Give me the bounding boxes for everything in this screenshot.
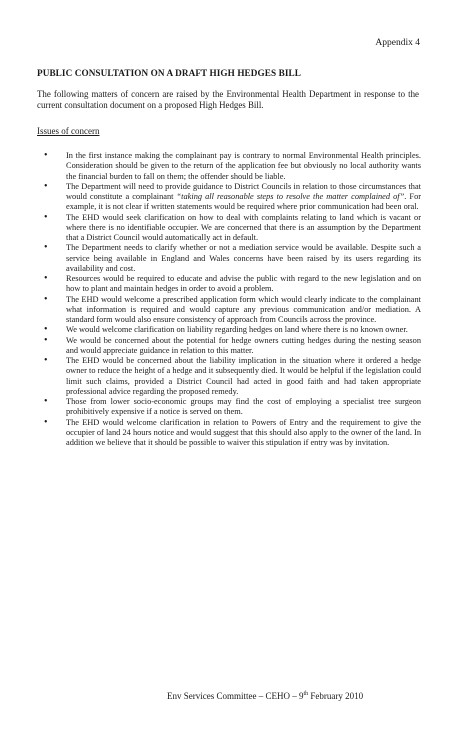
bullet-icon: • (44, 334, 48, 346)
list-item (37, 336, 421, 357)
appendix-label: Appendix 4 (375, 38, 420, 48)
list-item-text: The EHD would be concerned about the liability implication in the situation where it ordered a hedge owner to reduce the height of a hedge and it subsequently died. It would be helpful if the legislation could limit such claims, provided a District Council had acted in good faith and had taken appropriate professional advice regarding the proposed remedy. (66, 356, 421, 396)
footer-ordinal: th (303, 691, 309, 697)
footer-date-suffix: February 2010 (308, 691, 364, 701)
list-item (37, 397, 421, 418)
document-title: PUBLIC CONSULTATION ON A DRAFT HIGH HEDGES BILL (37, 68, 301, 78)
list-item-text: We would welcome clarification on liability regarding hedges on land where there is no known owner. (66, 325, 408, 335)
list-item (37, 418, 421, 449)
bullet-icon: • (44, 416, 48, 428)
list-item-text: The EHD would welcome clarification in relation to Powers of Entry and the requirement to give the occupier of land 24 hours notice and would suggest that this should also apply to the owner of the land. In addition we believe that it should be possible to waiver this stipulation if entry was by invitation. (66, 417, 421, 447)
list-item-text: The EHD would welcome a prescribed application form which would clearly indicate to the complainant what information is required and would capture any previous communication and/or mediation. A standard form would also ensure consistency of approach from Councils across the province. (66, 294, 421, 324)
list-item (37, 243, 421, 274)
list-item-text: Those from lower socio-economic groups may find the cost of employing a specialist tree surgeon prohibitively expensive if a notice is served on them. (66, 397, 421, 417)
bullet-icon: • (44, 180, 48, 192)
list-item (37, 325, 421, 335)
concerns-list (37, 151, 421, 448)
list-item-text: In the first instance making the complainant pay is contrary to normal Environmental Health principles. Consideration should be given to the return of the application fee but obviously no local authority wants the financial burden to fall on them; the offender should be liable. (66, 151, 421, 181)
list-item (37, 274, 421, 295)
bullet-icon: • (44, 396, 48, 407)
list-item (37, 295, 421, 326)
intro-paragraph: The following matters of concern are raised by the Environmental Health Department in response to the current consultation document on a proposed High Hedges Bill. (37, 89, 419, 111)
bullet-icon: • (44, 242, 48, 254)
list-item-text-cont: . For example, it is not clear if written statements would be required where prior communication had been oral. (66, 192, 422, 212)
bullet-icon: • (44, 355, 48, 366)
bullet-icon: • (44, 150, 48, 161)
page-footer (167, 691, 363, 701)
section-heading: Issues of concern (37, 126, 100, 136)
list-item (37, 151, 421, 182)
list-item (37, 356, 421, 397)
footer-text: Env Services Committee – CEHO – 9 (167, 691, 304, 701)
list-item-text: The Department will need to provide guidance to District Councils in relation to those circumstances that would constitute a complainant (66, 181, 421, 201)
list-item (37, 213, 421, 244)
list-item-text: Resources would be required to educate and advise the public with regard to the new legislation and on how to plant and maintain hedges in order to avoid a problem. (66, 274, 421, 294)
list-item-text: We would be concerned about the potential for hedge owners cutting hedges during the nesting season and would appreciate guidance in relation to this matter. (66, 335, 421, 355)
list-item-text: The Department needs to clarify whether or not a mediation service would be available. Despite such a service being available in England and Wales concerns have been raised by its users regarding its availability and cost. (66, 243, 421, 273)
bullet-icon: • (44, 293, 48, 305)
list-item-quote: “taking all reasonable steps to resolve the matter complained of” (176, 192, 405, 201)
bullet-icon: • (44, 211, 48, 223)
bullet-icon: • (44, 273, 48, 284)
bullet-icon: • (44, 324, 48, 336)
list-item-text: The EHD would seek clarification on how to deal with complaints relating to land which is vacant or where there is no identifiable occupier. We are concerned that there is an assumption by the Department that a District Council would automatically act in default. (66, 212, 421, 242)
list-item (37, 182, 421, 213)
